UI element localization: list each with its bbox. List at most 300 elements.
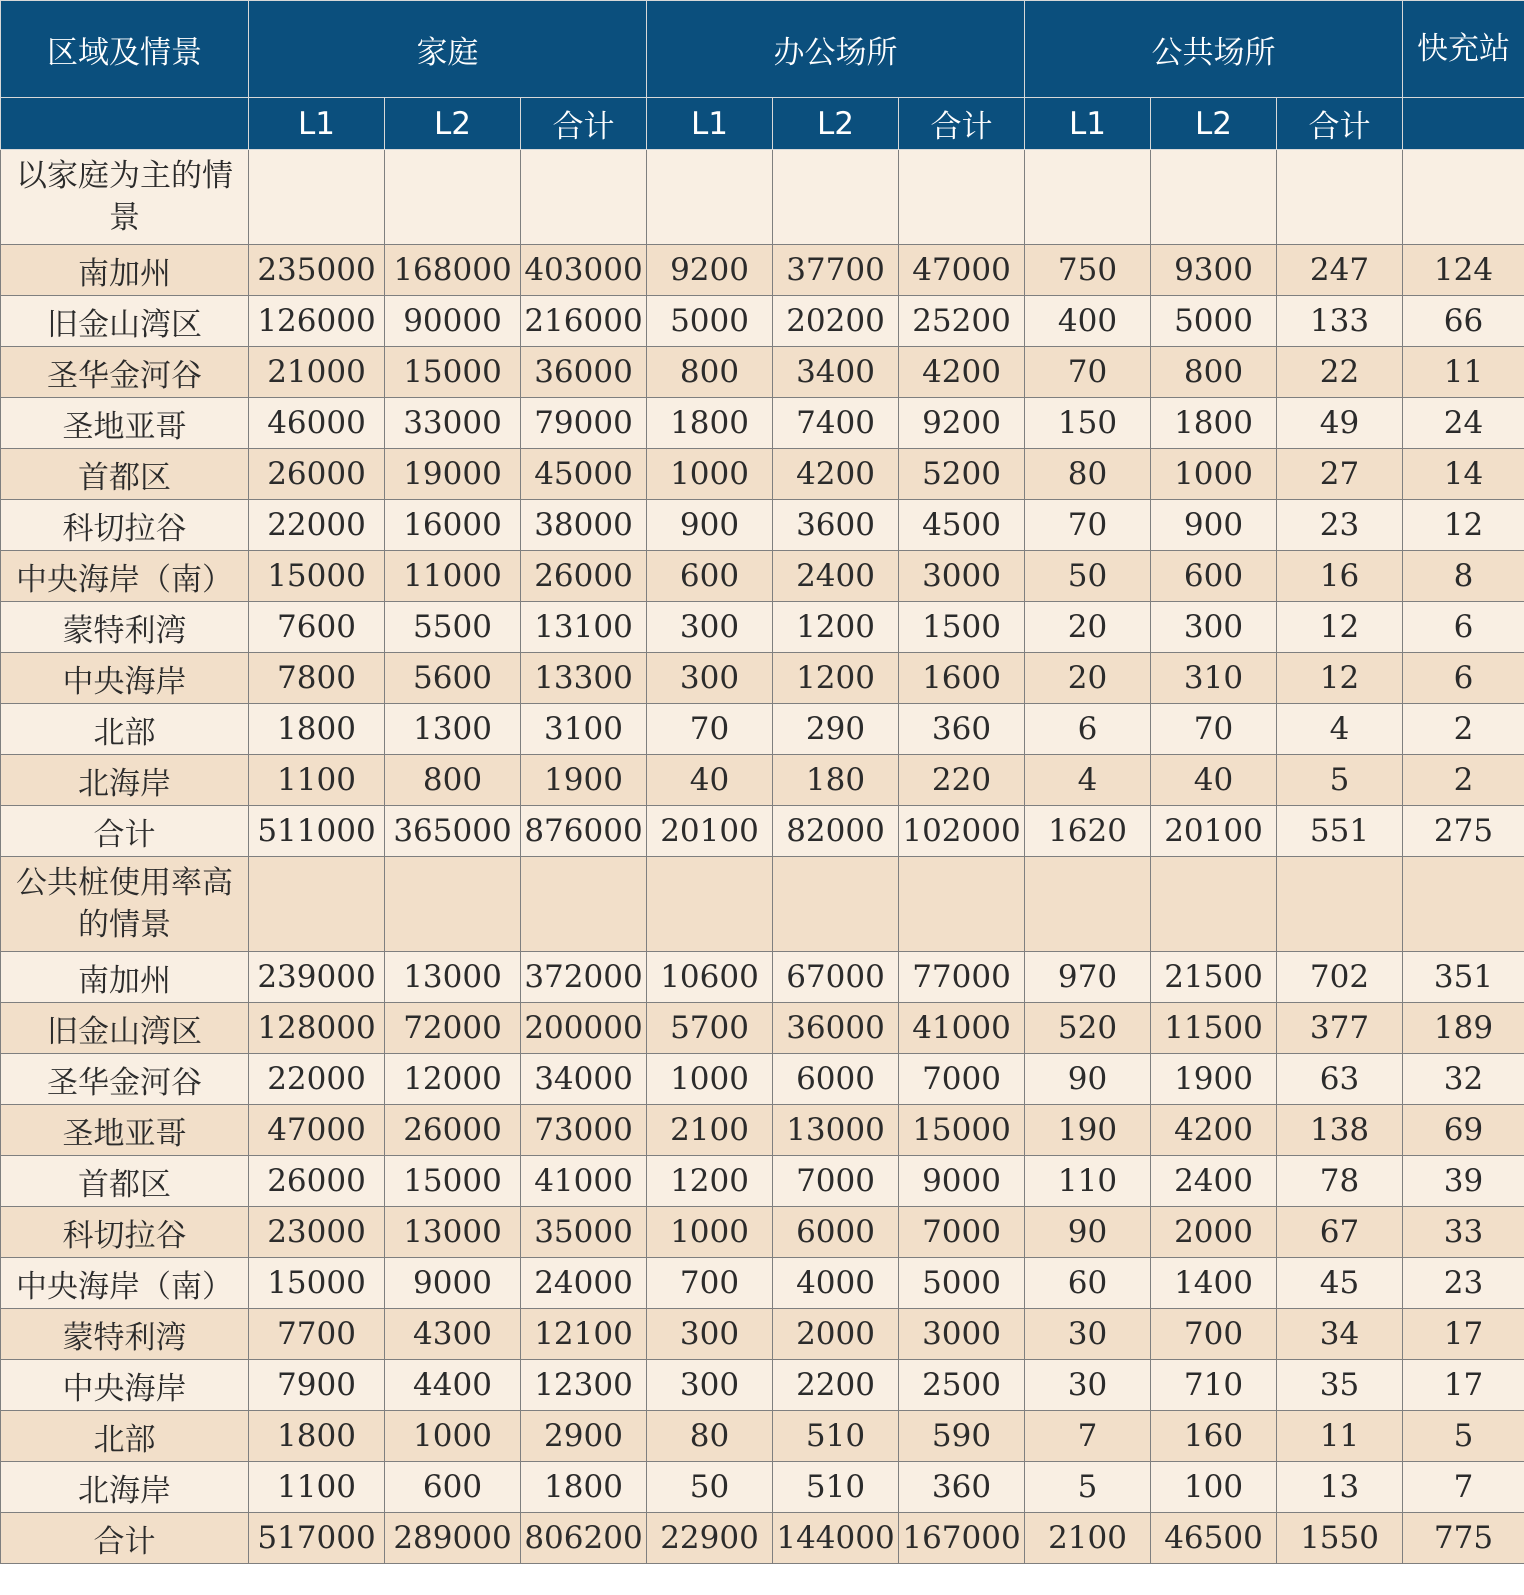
value-cell: 7000 <box>899 1054 1025 1105</box>
value-cell: 45000 <box>521 449 647 500</box>
value-cell: 70 <box>1151 704 1277 755</box>
value-cell: 90 <box>1025 1207 1151 1258</box>
table-row <box>1 1360 1524 1411</box>
value-cell: 72000 <box>385 1003 521 1054</box>
section-title-row <box>1 857 1524 952</box>
value-cell: 22000 <box>249 500 385 551</box>
value-cell: 78 <box>1277 1156 1403 1207</box>
value-cell: 5000 <box>1151 296 1277 347</box>
value-cell: 2200 <box>773 1360 899 1411</box>
value-cell: 23 <box>1403 1258 1524 1309</box>
value-cell: 6000 <box>773 1207 899 1258</box>
value-cell: 63 <box>1277 1054 1403 1105</box>
value-cell: 1000 <box>647 449 773 500</box>
region-cell: 合计 <box>1 1513 249 1564</box>
value-cell: 7800 <box>249 653 385 704</box>
value-cell: 40 <box>647 755 773 806</box>
value-cell: 360 <box>899 1462 1025 1513</box>
value-cell: 126000 <box>249 296 385 347</box>
value-cell: 20200 <box>773 296 899 347</box>
value-cell: 235000 <box>249 245 385 296</box>
header-sub-cell: L1 <box>647 98 773 150</box>
value-cell: 15000 <box>249 1258 385 1309</box>
value-cell: 4300 <box>385 1309 521 1360</box>
value-cell: 1200 <box>773 602 899 653</box>
empty-cell <box>647 857 773 952</box>
region-cell: 南加州 <box>1 245 249 296</box>
value-cell: 520 <box>1025 1003 1151 1054</box>
value-cell: 1600 <box>899 653 1025 704</box>
value-cell: 26000 <box>249 1156 385 1207</box>
table-row <box>1 952 1524 1003</box>
table-row <box>1 1411 1524 1462</box>
header-row-top <box>1 1 1524 98</box>
value-cell: 7 <box>1025 1411 1151 1462</box>
table-body <box>1 150 1524 1564</box>
empty-cell <box>521 150 647 245</box>
empty-cell <box>1151 150 1277 245</box>
value-cell: 5200 <box>899 449 1025 500</box>
header-home: 家庭 <box>249 1 647 98</box>
value-cell: 26000 <box>385 1105 521 1156</box>
value-cell: 32 <box>1403 1054 1524 1105</box>
value-cell: 17 <box>1403 1360 1524 1411</box>
region-cell: 旧金山湾区 <box>1 1003 249 1054</box>
value-cell: 4200 <box>1151 1105 1277 1156</box>
table-row <box>1 1207 1524 1258</box>
value-cell: 13000 <box>773 1105 899 1156</box>
table-row <box>1 398 1524 449</box>
value-cell: 102000 <box>899 806 1025 857</box>
value-cell: 4200 <box>773 449 899 500</box>
table-row <box>1 704 1524 755</box>
value-cell: 600 <box>385 1462 521 1513</box>
header-sub-cell: L2 <box>385 98 521 150</box>
value-cell: 40 <box>1151 755 1277 806</box>
table-row <box>1 755 1524 806</box>
header-sub-cell: L1 <box>249 98 385 150</box>
empty-cell <box>385 857 521 952</box>
value-cell: 19000 <box>385 449 521 500</box>
value-cell: 1900 <box>1151 1054 1277 1105</box>
value-cell: 1200 <box>773 653 899 704</box>
value-cell: 33000 <box>385 398 521 449</box>
value-cell: 13000 <box>385 1207 521 1258</box>
value-cell: 7600 <box>249 602 385 653</box>
region-cell: 科切拉谷 <box>1 500 249 551</box>
table-row <box>1 1309 1524 1360</box>
section-title: 公共桩使用率高的情景 <box>1 857 249 952</box>
value-cell: 300 <box>647 653 773 704</box>
value-cell: 377 <box>1277 1003 1403 1054</box>
value-cell: 7700 <box>249 1309 385 1360</box>
value-cell: 41000 <box>521 1156 647 1207</box>
empty-cell <box>647 150 773 245</box>
header-office: 办公场所 <box>647 1 1025 98</box>
value-cell: 1900 <box>521 755 647 806</box>
value-cell: 14 <box>1403 449 1524 500</box>
value-cell: 20 <box>1025 653 1151 704</box>
value-cell: 35000 <box>521 1207 647 1258</box>
value-cell: 46500 <box>1151 1513 1277 1564</box>
value-cell: 239000 <box>249 952 385 1003</box>
table-row <box>1 500 1524 551</box>
value-cell: 1500 <box>899 602 1025 653</box>
table-row <box>1 551 1524 602</box>
value-cell: 5600 <box>385 653 521 704</box>
table-row <box>1 347 1524 398</box>
value-cell: 800 <box>1151 347 1277 398</box>
value-cell: 551 <box>1277 806 1403 857</box>
value-cell: 3000 <box>899 1309 1025 1360</box>
empty-cell <box>1151 857 1277 952</box>
value-cell: 7 <box>1403 1462 1524 1513</box>
value-cell: 15000 <box>249 551 385 602</box>
value-cell: 1000 <box>385 1411 521 1462</box>
value-cell: 128000 <box>249 1003 385 1054</box>
section-title-row <box>1 150 1524 245</box>
region-cell: 科切拉谷 <box>1 1207 249 1258</box>
value-cell: 590 <box>899 1411 1025 1462</box>
value-cell: 7900 <box>249 1360 385 1411</box>
value-cell: 1000 <box>647 1207 773 1258</box>
value-cell: 275 <box>1403 806 1524 857</box>
value-cell: 67 <box>1277 1207 1403 1258</box>
value-cell: 12000 <box>385 1054 521 1105</box>
value-cell: 16 <box>1277 551 1403 602</box>
value-cell: 247 <box>1277 245 1403 296</box>
region-cell: 圣华金河谷 <box>1 1054 249 1105</box>
value-cell: 970 <box>1025 952 1151 1003</box>
value-cell: 21500 <box>1151 952 1277 1003</box>
region-cell: 首都区 <box>1 1156 249 1207</box>
header-sub-cell: 合计 <box>899 98 1025 150</box>
value-cell: 189 <box>1403 1003 1524 1054</box>
value-cell: 3400 <box>773 347 899 398</box>
value-cell: 7400 <box>773 398 899 449</box>
value-cell: 16000 <box>385 500 521 551</box>
value-cell: 33 <box>1403 1207 1524 1258</box>
value-cell: 138 <box>1277 1105 1403 1156</box>
value-cell: 517000 <box>249 1513 385 1564</box>
region-cell: 北部 <box>1 1411 249 1462</box>
table-row <box>1 245 1524 296</box>
value-cell: 876000 <box>521 806 647 857</box>
value-cell: 79000 <box>521 398 647 449</box>
value-cell: 2400 <box>1151 1156 1277 1207</box>
value-cell: 13000 <box>385 952 521 1003</box>
header-sub-cell: L2 <box>773 98 899 150</box>
value-cell: 12 <box>1277 653 1403 704</box>
value-cell: 133 <box>1277 296 1403 347</box>
region-cell: 旧金山湾区 <box>1 296 249 347</box>
value-cell: 5000 <box>647 296 773 347</box>
value-cell: 600 <box>647 551 773 602</box>
region-cell: 圣华金河谷 <box>1 347 249 398</box>
value-cell: 5 <box>1025 1462 1151 1513</box>
value-cell: 150 <box>1025 398 1151 449</box>
value-cell: 710 <box>1151 1360 1277 1411</box>
region-cell: 蒙特利湾 <box>1 602 249 653</box>
empty-cell <box>1403 150 1524 245</box>
value-cell: 27 <box>1277 449 1403 500</box>
empty-cell <box>1277 857 1403 952</box>
value-cell: 3100 <box>521 704 647 755</box>
table-row <box>1 1105 1524 1156</box>
value-cell: 22 <box>1277 347 1403 398</box>
value-cell: 12100 <box>521 1309 647 1360</box>
region-cell: 首都区 <box>1 449 249 500</box>
value-cell: 310 <box>1151 653 1277 704</box>
value-cell: 1000 <box>647 1054 773 1105</box>
value-cell: 5500 <box>385 602 521 653</box>
value-cell: 1620 <box>1025 806 1151 857</box>
value-cell: 12300 <box>521 1360 647 1411</box>
value-cell: 30 <box>1025 1360 1151 1411</box>
value-cell: 1100 <box>249 755 385 806</box>
value-cell: 3600 <box>773 500 899 551</box>
value-cell: 100 <box>1151 1462 1277 1513</box>
value-cell: 1800 <box>647 398 773 449</box>
value-cell: 73000 <box>521 1105 647 1156</box>
header-sub-empty <box>1 98 249 150</box>
value-cell: 144000 <box>773 1513 899 1564</box>
table-row <box>1 1462 1524 1513</box>
value-cell: 34 <box>1277 1309 1403 1360</box>
value-cell: 1100 <box>249 1462 385 1513</box>
value-cell: 351 <box>1403 952 1524 1003</box>
value-cell: 900 <box>647 500 773 551</box>
table-row <box>1 449 1524 500</box>
empty-cell <box>899 150 1025 245</box>
value-cell: 17 <box>1403 1309 1524 1360</box>
value-cell: 20100 <box>1151 806 1277 857</box>
empty-cell <box>249 857 385 952</box>
value-cell: 6 <box>1025 704 1151 755</box>
value-cell: 1200 <box>647 1156 773 1207</box>
header-sub-cell: L1 <box>1025 98 1151 150</box>
value-cell: 20100 <box>647 806 773 857</box>
value-cell: 2000 <box>773 1309 899 1360</box>
value-cell: 2500 <box>899 1360 1025 1411</box>
value-cell: 1800 <box>249 1411 385 1462</box>
table-row <box>1 1156 1524 1207</box>
value-cell: 77000 <box>899 952 1025 1003</box>
value-cell: 800 <box>385 755 521 806</box>
region-cell: 合计 <box>1 806 249 857</box>
value-cell: 180 <box>773 755 899 806</box>
value-cell: 15000 <box>385 347 521 398</box>
value-cell: 4200 <box>899 347 1025 398</box>
table-row <box>1 296 1524 347</box>
empty-cell <box>899 857 1025 952</box>
table-row <box>1 806 1524 857</box>
empty-cell <box>1025 150 1151 245</box>
value-cell: 9000 <box>899 1156 1025 1207</box>
value-cell: 11500 <box>1151 1003 1277 1054</box>
value-cell: 47000 <box>899 245 1025 296</box>
value-cell: 7000 <box>773 1156 899 1207</box>
value-cell: 34000 <box>521 1054 647 1105</box>
value-cell: 37700 <box>773 245 899 296</box>
table-row <box>1 1513 1524 1564</box>
value-cell: 70 <box>1025 347 1151 398</box>
value-cell: 23000 <box>249 1207 385 1258</box>
value-cell: 6 <box>1403 602 1524 653</box>
value-cell: 3000 <box>899 551 1025 602</box>
value-cell: 1800 <box>521 1462 647 1513</box>
value-cell: 25200 <box>899 296 1025 347</box>
value-cell: 7000 <box>899 1207 1025 1258</box>
value-cell: 372000 <box>521 952 647 1003</box>
value-cell: 41000 <box>899 1003 1025 1054</box>
value-cell: 9000 <box>385 1258 521 1309</box>
value-cell: 11 <box>1277 1411 1403 1462</box>
value-cell: 365000 <box>385 806 521 857</box>
value-cell: 750 <box>1025 245 1151 296</box>
value-cell: 5 <box>1403 1411 1524 1462</box>
value-cell: 26000 <box>521 551 647 602</box>
value-cell: 300 <box>647 1360 773 1411</box>
region-cell: 中央海岸（南） <box>1 551 249 602</box>
value-cell: 15000 <box>385 1156 521 1207</box>
value-cell: 24 <box>1403 398 1524 449</box>
empty-cell <box>1403 857 1524 952</box>
value-cell: 70 <box>1025 500 1151 551</box>
value-cell: 290 <box>773 704 899 755</box>
value-cell: 38000 <box>521 500 647 551</box>
header-region: 区域及情景 <box>1 1 249 98</box>
value-cell: 47000 <box>249 1105 385 1156</box>
value-cell: 12 <box>1277 602 1403 653</box>
table-row <box>1 1258 1524 1309</box>
value-cell: 2000 <box>1151 1207 1277 1258</box>
region-cell: 圣地亚哥 <box>1 1105 249 1156</box>
value-cell: 511000 <box>249 806 385 857</box>
value-cell: 35 <box>1277 1360 1403 1411</box>
region-cell: 中央海岸（南） <box>1 1258 249 1309</box>
value-cell: 69 <box>1403 1105 1524 1156</box>
value-cell: 220 <box>899 755 1025 806</box>
value-cell: 13 <box>1277 1462 1403 1513</box>
value-cell: 2400 <box>773 551 899 602</box>
value-cell: 13300 <box>521 653 647 704</box>
header-fast-charge: 快充站 <box>1403 1 1524 98</box>
empty-cell <box>1025 857 1151 952</box>
value-cell: 510 <box>773 1411 899 1462</box>
table-row <box>1 1054 1524 1105</box>
section-title: 以家庭为主的情景 <box>1 150 249 245</box>
value-cell: 806200 <box>521 1513 647 1564</box>
empty-cell <box>521 857 647 952</box>
value-cell: 900 <box>1151 500 1277 551</box>
table-row <box>1 653 1524 704</box>
value-cell: 39 <box>1403 1156 1524 1207</box>
value-cell: 50 <box>1025 551 1151 602</box>
empty-cell <box>385 150 521 245</box>
value-cell: 13100 <box>521 602 647 653</box>
value-cell: 600 <box>1151 551 1277 602</box>
value-cell: 15000 <box>899 1105 1025 1156</box>
value-cell: 1550 <box>1277 1513 1403 1564</box>
value-cell: 49 <box>1277 398 1403 449</box>
value-cell: 80 <box>647 1411 773 1462</box>
value-cell: 168000 <box>385 245 521 296</box>
region-cell: 中央海岸 <box>1 1360 249 1411</box>
value-cell: 4 <box>1277 704 1403 755</box>
value-cell: 60 <box>1025 1258 1151 1309</box>
header-sub-empty <box>1403 98 1524 150</box>
value-cell: 9200 <box>647 245 773 296</box>
value-cell: 45 <box>1277 1258 1403 1309</box>
value-cell: 11000 <box>385 551 521 602</box>
value-cell: 46000 <box>249 398 385 449</box>
value-cell: 90000 <box>385 296 521 347</box>
value-cell: 24000 <box>521 1258 647 1309</box>
value-cell: 5000 <box>899 1258 1025 1309</box>
value-cell: 4000 <box>773 1258 899 1309</box>
value-cell: 1800 <box>249 704 385 755</box>
region-cell: 北海岸 <box>1 755 249 806</box>
value-cell: 510 <box>773 1462 899 1513</box>
value-cell: 700 <box>647 1258 773 1309</box>
value-cell: 50 <box>647 1462 773 1513</box>
value-cell: 216000 <box>521 296 647 347</box>
table-row <box>1 602 1524 653</box>
value-cell: 2 <box>1403 704 1524 755</box>
header-sub-cell: 合计 <box>521 98 647 150</box>
value-cell: 702 <box>1277 952 1403 1003</box>
value-cell: 4400 <box>385 1360 521 1411</box>
value-cell: 160 <box>1151 1411 1277 1462</box>
value-cell: 4 <box>1025 755 1151 806</box>
value-cell: 80 <box>1025 449 1151 500</box>
value-cell: 200000 <box>521 1003 647 1054</box>
value-cell: 403000 <box>521 245 647 296</box>
region-cell: 圣地亚哥 <box>1 398 249 449</box>
value-cell: 1400 <box>1151 1258 1277 1309</box>
value-cell: 300 <box>647 602 773 653</box>
value-cell: 167000 <box>899 1513 1025 1564</box>
value-cell: 300 <box>1151 602 1277 653</box>
value-cell: 2900 <box>521 1411 647 1462</box>
region-cell: 北海岸 <box>1 1462 249 1513</box>
value-cell: 6 <box>1403 653 1524 704</box>
value-cell: 400 <box>1025 296 1151 347</box>
value-cell: 21000 <box>249 347 385 398</box>
empty-cell <box>1277 150 1403 245</box>
value-cell: 70 <box>647 704 773 755</box>
value-cell: 700 <box>1151 1309 1277 1360</box>
value-cell: 2100 <box>647 1105 773 1156</box>
value-cell: 30 <box>1025 1309 1151 1360</box>
value-cell: 67000 <box>773 952 899 1003</box>
value-cell: 6000 <box>773 1054 899 1105</box>
value-cell: 11 <box>1403 347 1524 398</box>
table-row <box>1 1003 1524 1054</box>
value-cell: 26000 <box>249 449 385 500</box>
value-cell: 10600 <box>647 952 773 1003</box>
value-cell: 1300 <box>385 704 521 755</box>
region-cell: 蒙特利湾 <box>1 1309 249 1360</box>
value-cell: 4500 <box>899 500 1025 551</box>
value-cell: 12 <box>1403 500 1524 551</box>
value-cell: 22000 <box>249 1054 385 1105</box>
value-cell: 300 <box>647 1309 773 1360</box>
empty-cell <box>249 150 385 245</box>
value-cell: 23 <box>1277 500 1403 551</box>
header-sub-cell: L2 <box>1151 98 1277 150</box>
